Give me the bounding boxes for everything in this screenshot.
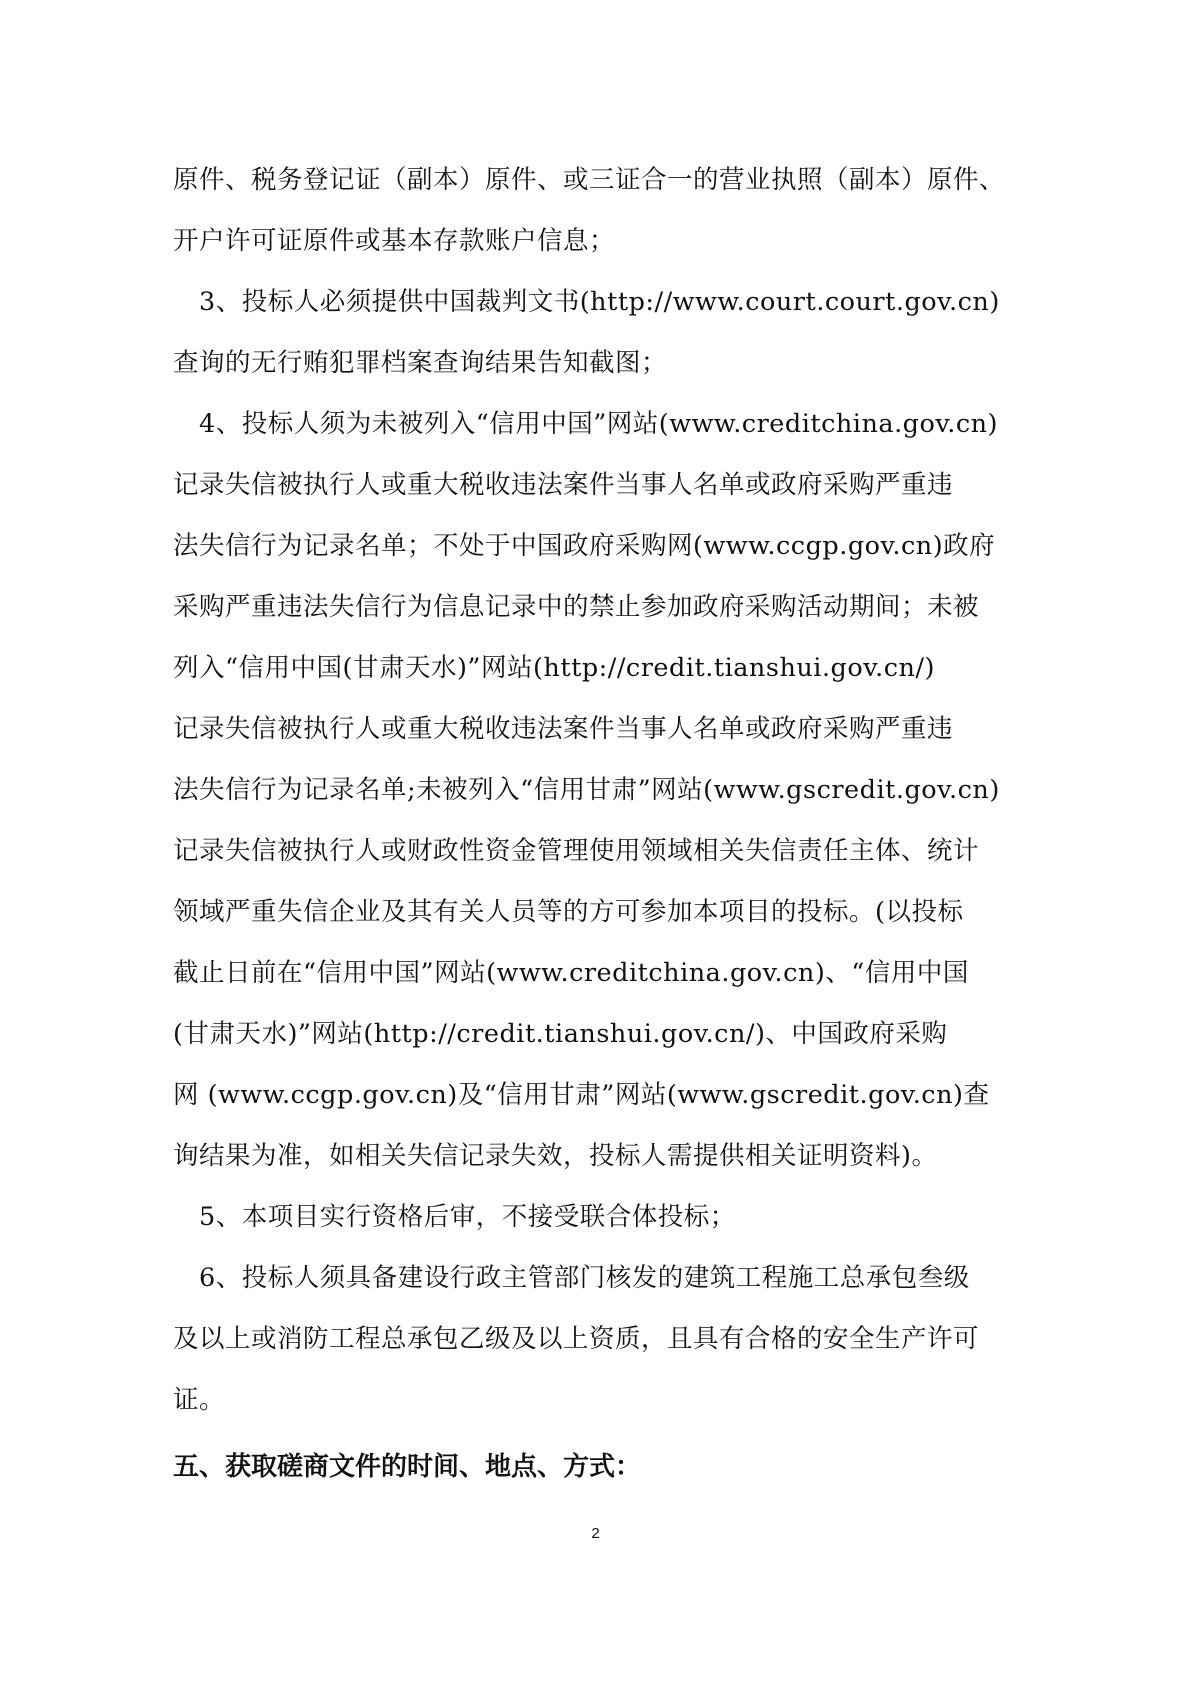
text-line: (甘肃天水)”网站(http://credit.tianshui.gov.cn/)、中国政府采购 bbox=[173, 1019, 948, 1049]
text-line: 截止日前在“信用中国”网站(www.creditchina.gov.cn)、“信用中国 bbox=[173, 958, 969, 988]
text-line: 开户许可证原件或基本存款账户信息； bbox=[173, 226, 616, 256]
text-line: 领域严重失信企业及其有关人员等的方可参加本项目的投标。(以投标 bbox=[173, 897, 964, 927]
text-line: 原件、税务登记证（副本）原件、或三证合一的营业执照（副本）原件、 bbox=[173, 165, 1006, 195]
text-line: 法失信行为记录名单；不处于中国政府采购网(www.ccgp.gov.cn)政府 bbox=[173, 531, 996, 561]
text-line: 记录失信被执行人或财政性资金管理使用领域相关失信责任主体、统计 bbox=[173, 836, 980, 866]
text-line: 证。 bbox=[173, 1385, 226, 1415]
text-line: 询结果为准，如相关失信记录失效，投标人需提供相关证明资料)。 bbox=[173, 1141, 938, 1171]
text-line: 列入“信用中国(甘肃天水)”网站(http://credit.tianshui.gov.cn/) bbox=[173, 653, 935, 683]
text-line: 记录失信被执行人或重大税收违法案件当事人名单或政府采购严重违 bbox=[173, 470, 954, 500]
item-3-line: 3、投标人必须提供中国裁判文书(http://www.court.court.gov.cn) bbox=[199, 287, 1000, 317]
text-line: 记录失信被执行人或重大税收违法案件当事人名单或政府采购严重违 bbox=[173, 714, 954, 744]
item-6-line: 6、投标人须具备建设行政主管部门核发的建筑工程施工总承包叁级 bbox=[199, 1263, 970, 1293]
item-4-line: 4、投标人须为未被列入“信用中国”网站(www.creditchina.gov.cn) bbox=[199, 409, 999, 439]
text-line: 及以上或消防工程总承包乙级及以上资质，且具有合格的安全生产许可 bbox=[173, 1324, 980, 1354]
text-line: 法失信行为记录名单;未被列入“信用甘肃”网站(www.gscredit.gov.cn) bbox=[173, 775, 1000, 805]
text-line: 查询的无行贿犯罪档案查询结果告知截图； bbox=[173, 348, 668, 378]
section-heading: 五、获取磋商文件的时间、地点、方式： bbox=[173, 1452, 642, 1482]
text-line: 网 (www.ccgp.gov.cn)及“信用甘肃”网站(www.gscredit.gov.cn)查 bbox=[173, 1080, 990, 1110]
item-5-line: 5、本项目实行资格后审，不接受联合体投标； bbox=[199, 1202, 736, 1232]
document-body bbox=[173, 150, 1053, 1498]
text-line: 采购严重违法失信行为信息记录中的禁止参加政府采购活动期间；未被 bbox=[173, 592, 980, 622]
page-number: 2 bbox=[591, 1525, 600, 1542]
